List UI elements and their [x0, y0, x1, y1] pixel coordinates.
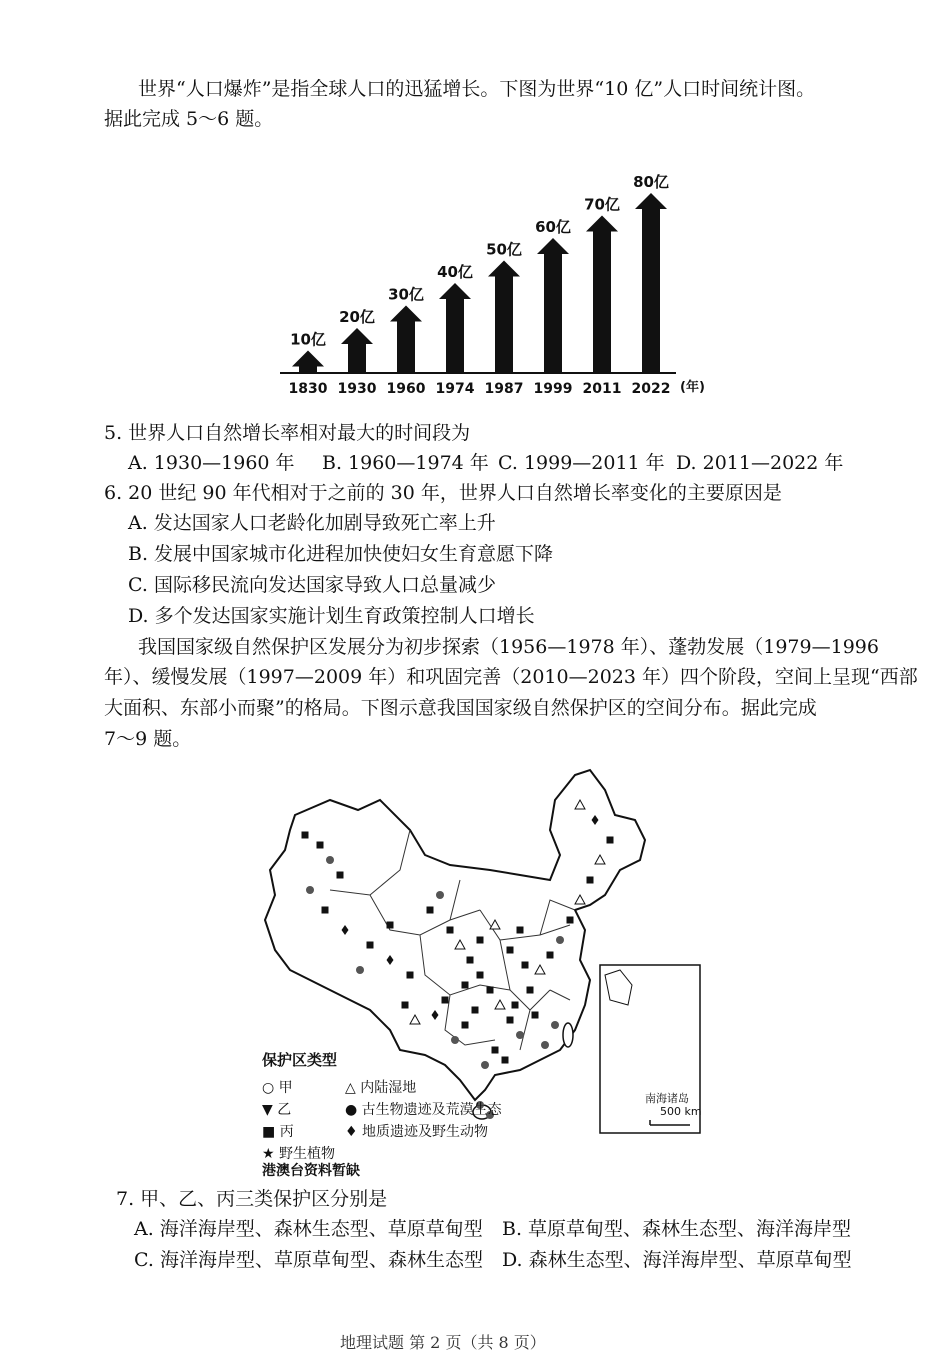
marker-bing [477, 937, 484, 944]
intro2-line3: 大面积、东部小而聚”的格局。下图示意我国国家级自然保护区的空间分布。据此完成 [104, 697, 817, 719]
marker-bing [402, 1002, 409, 1009]
marker-bing [367, 942, 374, 949]
x-tick-label: 1930 [337, 381, 377, 397]
inset-label: 南海诸岛 [645, 1092, 689, 1105]
q7-option-d[interactable]: D. 森林生态型、海洋海岸型、草原草甸型 [502, 1249, 852, 1271]
x-tick-label: 2011 [582, 381, 622, 397]
q7-option-a[interactable]: A. 海洋海岸型、森林生态型、草原草甸型 [134, 1218, 483, 1240]
q6-option-b[interactable]: B. 发展中国家城市化进程加快使妇女生育意愿下降 [128, 543, 554, 565]
chart-bar [635, 193, 667, 373]
legend-title: 保护区类型 [262, 1051, 338, 1069]
marker-bing [607, 837, 614, 844]
marker-bing [507, 1017, 514, 1024]
marker-fossil [451, 1036, 459, 1044]
x-tick-label: 1830 [288, 381, 328, 397]
marker-bing [507, 947, 514, 954]
q5-option-d[interactable]: D. 2011—2022 年 [676, 452, 844, 474]
marker-bing [302, 832, 309, 839]
chart-bar [292, 351, 324, 374]
marker-bing [467, 957, 474, 964]
intro2-line2: 年）、缓慢发展（1997—2009 年）和巩固完善（2010—2023 年）四个阶段，空间上呈现“西部 [104, 666, 918, 688]
marker-bing [567, 917, 574, 924]
q6-option-c[interactable]: C. 国际移民流向发达国家导致人口总量减少 [128, 574, 496, 596]
marker-fossil [551, 1021, 559, 1029]
intro2-line4: 7～9 题。 [104, 728, 192, 750]
chart-bar [390, 306, 422, 374]
marker-fossil [306, 886, 314, 894]
marker-bing [462, 1022, 469, 1029]
legend-item-yi: ▼ 乙 [262, 1102, 292, 1118]
legend-item-fossil: ● 古生物遗迹及荒漠生态 [345, 1102, 502, 1118]
marker-bing [322, 907, 329, 914]
marker-bing [442, 997, 449, 1004]
chart-bar [537, 238, 569, 373]
marker-bing [587, 877, 594, 884]
marker-bing [547, 952, 554, 959]
bar-value-label: 10亿 [290, 330, 326, 349]
x-tick-label: 1999 [533, 381, 573, 397]
chart-bar [488, 261, 520, 374]
legend-item-wetland: △ 内陆湿地 [345, 1080, 417, 1096]
nature-reserve-map [250, 760, 720, 1179]
marker-fossil [481, 1061, 489, 1069]
map-note: 港澳台资料暂缺 [262, 1163, 360, 1179]
marker-fossil [436, 891, 444, 899]
bar-value-label: 60亿 [535, 218, 571, 236]
marker-bing [337, 872, 344, 879]
marker-fossil [541, 1041, 549, 1049]
page-footer: 地理试题 第 2 页（共 8 页） [340, 1333, 546, 1352]
marker-bing [407, 972, 414, 979]
scale-label: 500 km [660, 1105, 702, 1118]
marker-bing [522, 962, 529, 969]
bar-value-label: 70亿 [584, 195, 620, 214]
marker-bing [427, 907, 434, 914]
marker-bing [487, 987, 494, 994]
bar-value-label: 80亿 [633, 173, 669, 191]
chart-bar [439, 283, 471, 373]
x-tick-label: 1987 [484, 381, 524, 397]
bar-value-label: 20亿 [339, 308, 375, 326]
marker-bing [492, 1047, 499, 1054]
marker-fossil [326, 856, 334, 864]
q6-option-d[interactable]: D. 多个发达国家实施计划生育政策控制人口增长 [128, 605, 535, 627]
marker-bing [532, 1012, 539, 1019]
marker-fossil [556, 936, 564, 944]
marker-bing [447, 927, 454, 934]
q7-option-c[interactable]: C. 海洋海岸型、草原草甸型、森林生态型 [134, 1249, 483, 1271]
q5-option-b[interactable]: B. 1960—1974 年 [322, 452, 489, 474]
q5-stem: 5. 世界人口自然增长率相对最大的时间段为 [104, 422, 471, 444]
marker-bing [472, 1007, 479, 1014]
legend-item-geology: ♦ 地质遗迹及野生动物 [345, 1124, 489, 1140]
marker-fossil [516, 1031, 524, 1039]
x-axis-label: (年) [680, 380, 705, 395]
taiwan-island [563, 1023, 573, 1047]
marker-bing [512, 1002, 519, 1009]
bar-value-label: 40亿 [437, 263, 473, 281]
q7-stem: 7. 甲、乙、丙三类保护区分别是 [116, 1188, 388, 1210]
q5-option-c[interactable]: C. 1999—2011 年 [498, 452, 665, 474]
x-tick-label: 1960 [386, 381, 426, 397]
legend-item-jia: ○ 甲 [262, 1080, 293, 1096]
q6-stem: 6. 20 世纪 90 年代相对于之前的 30 年，世界人口自然增长率变化的主要原因是 [104, 482, 782, 504]
legend-item-bing: ■ 丙 [262, 1124, 294, 1140]
marker-bing [462, 982, 469, 989]
intro2-line1: 我国国家级自然保护区发展分为初步探索（1956—1978 年）、蓬勃发展（1979—1996 [138, 636, 879, 658]
marker-bing [387, 922, 394, 929]
marker-bing [527, 987, 534, 994]
marker-fossil [356, 966, 364, 974]
marker-bing [502, 1057, 509, 1064]
population-chart [270, 145, 705, 405]
marker-bing [317, 842, 324, 849]
marker-bing [477, 972, 484, 979]
q5-option-a[interactable]: A. 1930—1960 年 [128, 452, 295, 474]
chart-bar [586, 216, 618, 374]
q7-option-b[interactable]: B. 草原草甸型、森林生态型、海洋海岸型 [502, 1218, 852, 1240]
bar-value-label: 50亿 [486, 240, 522, 259]
x-tick-label: 2022 [631, 381, 671, 397]
chart-bar [341, 328, 373, 373]
legend-item-plants: ★ 野生植物 [262, 1146, 336, 1162]
x-tick-label: 1974 [435, 381, 475, 397]
q6-option-a[interactable]: A. 发达国家人口老龄化加剧导致死亡率上升 [128, 512, 496, 534]
intro1-line2: 据此完成 5～6 题。 [104, 108, 274, 130]
bar-value-label: 30亿 [388, 285, 424, 304]
intro1-line1: 世界“人口爆炸”是指全球人口的迅猛增长。下图为世界“10 亿”人口时间统计图。 [138, 78, 816, 100]
marker-bing [517, 927, 524, 934]
